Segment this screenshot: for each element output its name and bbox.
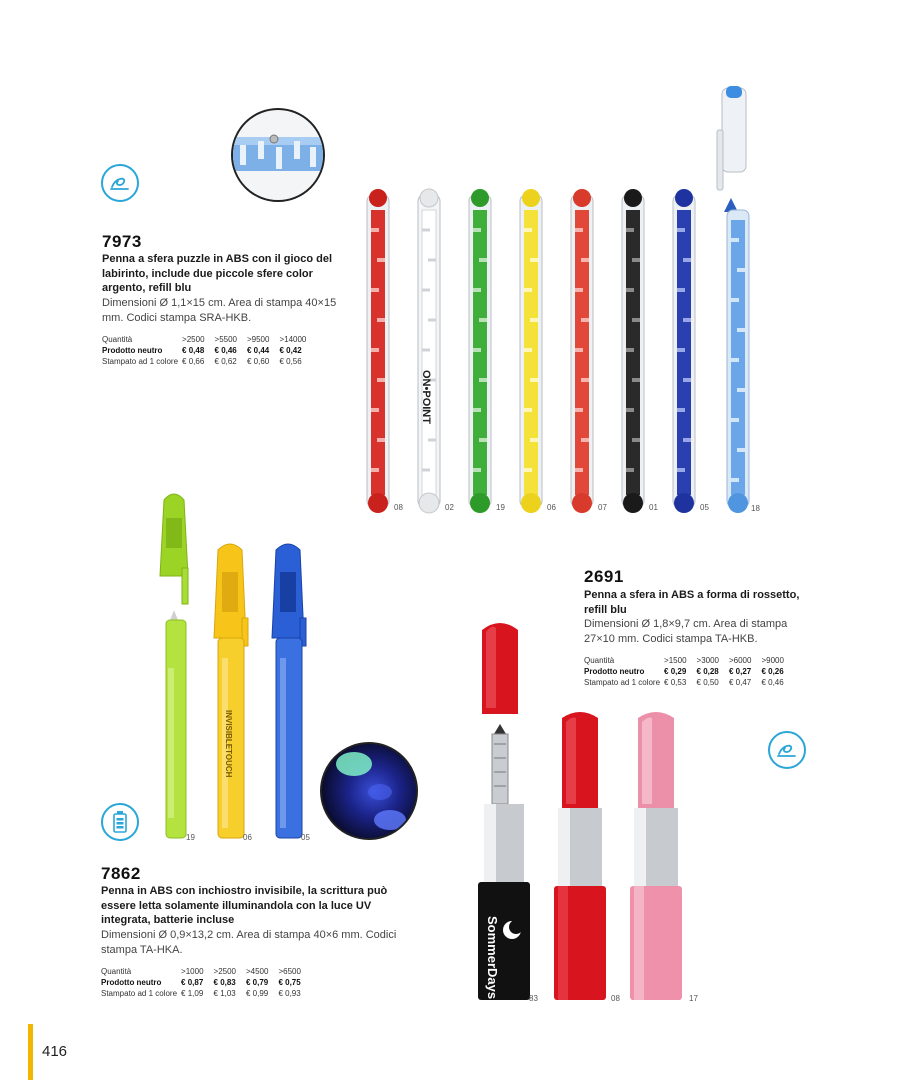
price-cell: Quantità bbox=[101, 967, 132, 976]
ink-squiggle-icon bbox=[101, 164, 139, 202]
price-cell: € 0,27 bbox=[728, 667, 752, 676]
price-cell: € 0,60 bbox=[246, 357, 270, 366]
product-title: Penna a sfera puzzle in ABS con il gioco del labirinto, include due piccole sfere color argento, refill blu bbox=[102, 253, 333, 294]
color-code: 07 bbox=[598, 503, 607, 512]
color-code: 05 bbox=[301, 833, 310, 842]
uv-pen-blue bbox=[272, 544, 306, 838]
price-cell: >2500 bbox=[182, 335, 205, 344]
ink-squiggle-icon bbox=[768, 731, 806, 769]
color-code: 06 bbox=[547, 503, 556, 512]
price-cell: >9000 bbox=[761, 656, 784, 665]
price-table bbox=[101, 966, 311, 999]
price-cell: >6500 bbox=[278, 967, 301, 976]
price-neutral-row bbox=[102, 345, 316, 356]
price-header-row bbox=[102, 334, 316, 345]
product-code: 2691 bbox=[584, 567, 624, 586]
pen-light-blue-open bbox=[717, 86, 749, 513]
color-code: 08 bbox=[611, 994, 620, 1003]
price-cell: € 0,28 bbox=[696, 667, 719, 676]
price-cell: Quantità bbox=[102, 335, 133, 344]
color-code: 83 bbox=[529, 994, 538, 1003]
price-cell: >9500 bbox=[246, 335, 270, 344]
price-cell: >5500 bbox=[214, 335, 237, 344]
color-code: 18 bbox=[751, 504, 760, 513]
price-cell: € 1,03 bbox=[213, 989, 236, 998]
product-title: Penna in ABS con inchiostro invisibile, la scrittura può essere letta solamente illuminandola con la luce UV integrata, batterie incluse bbox=[101, 885, 388, 926]
price-neutral-row bbox=[101, 977, 311, 988]
price-cell: € 0,44 bbox=[246, 346, 270, 355]
color-code: 01 bbox=[649, 503, 658, 512]
color-code: 19 bbox=[186, 833, 195, 842]
price-cell: € 0,48 bbox=[182, 346, 205, 355]
price-cell: € 1,09 bbox=[181, 989, 204, 998]
page-number: 416 bbox=[42, 1043, 68, 1060]
price-cell: >2500 bbox=[213, 967, 236, 976]
price-cell: >3000 bbox=[696, 656, 719, 665]
price-cell: >1000 bbox=[181, 967, 204, 976]
color-code: 08 bbox=[394, 503, 403, 512]
price-cell: Quantità bbox=[584, 656, 615, 665]
price-cell: € 0,87 bbox=[181, 978, 204, 987]
price-cell: € 0,83 bbox=[213, 978, 236, 987]
price-cell: € 0,53 bbox=[664, 678, 687, 687]
price-cell: € 0,47 bbox=[728, 678, 752, 687]
price-cell: >1500 bbox=[664, 656, 687, 665]
price-cell: >4500 bbox=[245, 967, 269, 976]
price-cell: Stampato ad 1 colore bbox=[584, 678, 661, 687]
price-printed-row bbox=[102, 356, 316, 367]
lipstick-pen-red bbox=[554, 712, 606, 1000]
price-header-row bbox=[101, 966, 311, 977]
uv-pen-yellow bbox=[214, 544, 248, 838]
pen-yellow bbox=[520, 189, 542, 513]
pen-white bbox=[418, 189, 440, 513]
pen-red bbox=[367, 189, 389, 513]
pen-imprint: INVISIBLETOUCH bbox=[224, 710, 233, 778]
price-cell: € 0,42 bbox=[279, 346, 302, 355]
product-dimensions: Dimensioni Ø 1,8×9,7 cm. Area di stampa 27×10 mm. Codici stampa TA-HKB. bbox=[584, 618, 788, 645]
color-code: 02 bbox=[445, 503, 454, 512]
pen-green bbox=[469, 189, 491, 513]
price-cell: Stampato ad 1 colore bbox=[102, 357, 179, 366]
price-cell: € 0,50 bbox=[696, 678, 719, 687]
price-cell: Prodotto neutro bbox=[584, 667, 645, 676]
pen-blue bbox=[673, 189, 695, 513]
lipstick-pens-image bbox=[470, 618, 710, 1010]
price-cell: € 0,99 bbox=[245, 989, 269, 998]
lipstick-pen-black bbox=[478, 623, 530, 1000]
pen-black bbox=[622, 189, 644, 513]
color-code: 17 bbox=[689, 994, 698, 1003]
price-cell: Prodotto neutro bbox=[101, 978, 162, 987]
product-code: 7973 bbox=[102, 232, 142, 251]
product-dimensions: Dimensioni Ø 0,9×13,2 cm. Area di stampa 40×6 mm. Codici stampa TA-HKA. bbox=[101, 929, 397, 956]
price-cell: € 0,62 bbox=[214, 357, 237, 366]
price-cell: € 0,75 bbox=[278, 978, 301, 987]
maze-detail-image bbox=[230, 107, 326, 203]
pen-orange-red bbox=[571, 189, 593, 513]
price-table bbox=[102, 334, 316, 367]
price-cell: € 0,29 bbox=[664, 667, 687, 676]
price-cell: € 0,46 bbox=[214, 346, 237, 355]
uv-pen-green bbox=[160, 494, 188, 838]
price-cell: € 0,26 bbox=[761, 667, 784, 676]
color-code: 05 bbox=[700, 503, 709, 512]
color-code: 19 bbox=[496, 503, 505, 512]
product-title: Penna a sfera in ABS a forma di rossetto, refill blu bbox=[584, 589, 800, 616]
lipstick-pen-pink bbox=[630, 712, 682, 1000]
price-cell: € 0,56 bbox=[279, 357, 302, 366]
price-cell: >14000 bbox=[279, 335, 307, 344]
price-printed-row bbox=[101, 988, 311, 999]
battery-icon bbox=[101, 803, 139, 841]
product-code: 7862 bbox=[101, 864, 141, 883]
maze-pens-image bbox=[355, 80, 775, 520]
price-cell: € 0,79 bbox=[245, 978, 269, 987]
price-cell: € 0,46 bbox=[761, 678, 784, 687]
pen-imprint: ON•POINT bbox=[420, 370, 432, 424]
uv-light-detail-image bbox=[320, 742, 418, 840]
pen-imprint: SommerDays bbox=[485, 916, 500, 1000]
price-cell: € 0,66 bbox=[182, 357, 205, 366]
product-dimensions: Dimensioni Ø 1,1×15 cm. Area di stampa 40×15 mm. Codici stampa SRA-HKB. bbox=[102, 297, 337, 324]
price-cell: >6000 bbox=[728, 656, 752, 665]
price-cell: € 0,93 bbox=[278, 989, 301, 998]
price-cell: Stampato ad 1 colore bbox=[101, 989, 178, 998]
color-code: 06 bbox=[243, 833, 252, 842]
invisible-ink-pens-image bbox=[150, 488, 330, 848]
price-cell: Prodotto neutro bbox=[102, 346, 163, 355]
page-accent-bar bbox=[28, 1024, 33, 1080]
